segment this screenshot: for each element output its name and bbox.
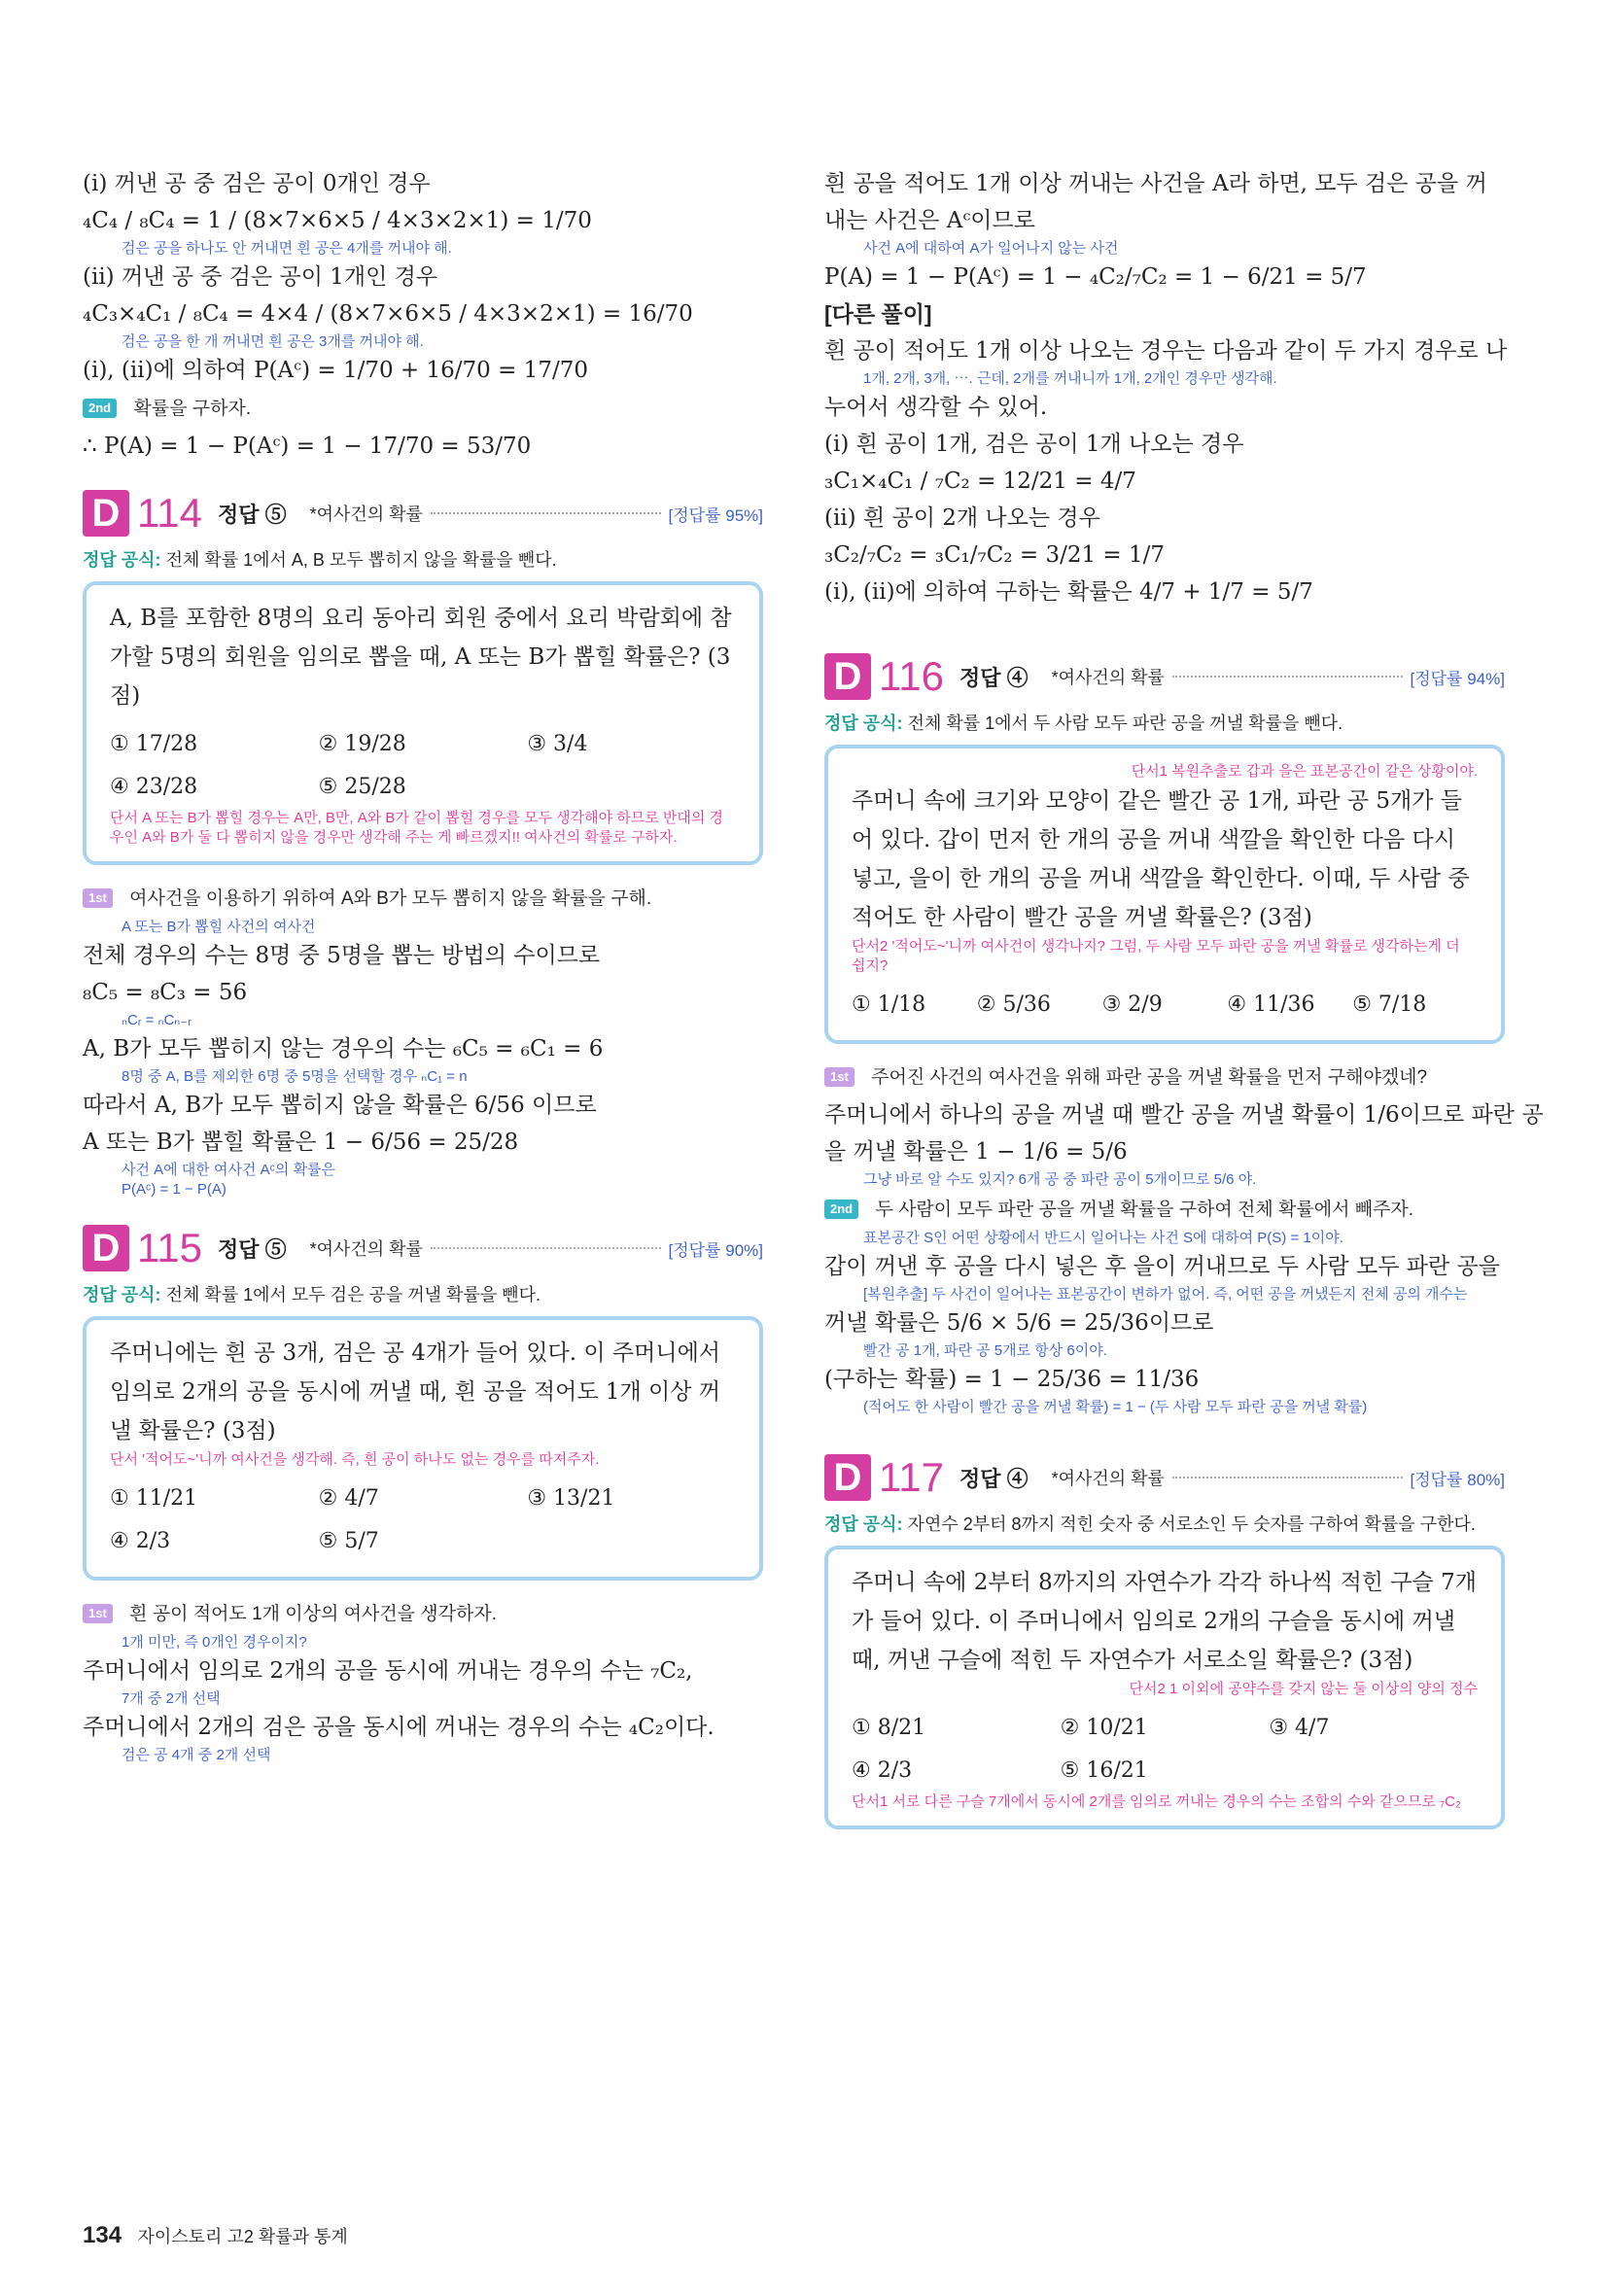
topic: *여사건의 확률 bbox=[1051, 1469, 1165, 1488]
step-2 bbox=[824, 1190, 1505, 1229]
hint-1: 단서1 복원추출로 갑과 을은 표본공간이 같은 상황이야. bbox=[1131, 763, 1478, 780]
solution-note: 사건 A에 대한 여사건 Aᶜ의 확률은 bbox=[122, 1162, 336, 1178]
topic: *여사건의 확률 bbox=[309, 1239, 423, 1259]
problem-number: 115 bbox=[137, 1225, 202, 1270]
answer: 정답 ④ bbox=[959, 665, 1029, 690]
step-text: 두 사람이 모두 파란 공을 꺼낼 확률을 구하여 전체 확률에서 빼주자. bbox=[875, 1200, 1414, 1220]
problem-114-header bbox=[83, 486, 763, 540]
solution-line: ₃C₂/₇C₂ = ₃C₁/₇C₂ = 3/21 = 1/7 bbox=[824, 542, 1165, 568]
problem-number: 117 bbox=[879, 1454, 944, 1500]
hint-1: 단서1 서로 다른 구슬 7개에서 동시에 2개를 임의로 꺼내는 경우의 수는 조합의 수와 같으므로 ₇C₂ bbox=[852, 1793, 1461, 1810]
answer: 정답 ④ bbox=[959, 1466, 1029, 1491]
complement-probability: (i), (ii)에 의하여 P(Aᶜ) = 1/70 + 16/70 = 17/70 bbox=[83, 358, 588, 383]
step-text: 확률을 구하자. bbox=[133, 399, 252, 419]
divider bbox=[1172, 1477, 1403, 1478]
case-i-formula: ₄C₄ / ₈C₄ = 1 / (8×7×6×5 / 4×3×2×1) = 1/70 bbox=[83, 208, 592, 233]
choices bbox=[110, 1478, 736, 1563]
solution-line: 흰 공을 적어도 1개 이상 꺼내는 사건을 A라 하면, 모두 검은 공을 꺼내는 사건은 Aᶜ이므로 bbox=[824, 171, 1487, 233]
solution-line: 을 꺼낼 확률은 1 − 1/6 = 5/6 bbox=[824, 1139, 1128, 1165]
choice-5: ⑤ 5/7 bbox=[318, 1529, 379, 1553]
correct-rate: [정답률 80%] bbox=[1410, 1470, 1505, 1489]
solution-line: 따라서 A, B가 모두 뽑히지 않을 확률은 6/56 이므로 bbox=[83, 1093, 597, 1118]
answer-formula bbox=[824, 710, 1505, 735]
solution-line: 전체 경우의 수는 8명 중 5명을 뽑는 방법의 수이므로 bbox=[83, 943, 601, 968]
case-ii-note: 검은 공을 한 개 꺼내면 흰 공은 3개를 꺼내야 해. bbox=[122, 333, 424, 350]
choices bbox=[852, 984, 1478, 1026]
intro-final: ∴ P(A) = 1 − P(Aᶜ) = 1 − 17/70 = 53/70 bbox=[83, 434, 532, 459]
step-badge: 1st bbox=[824, 1067, 854, 1087]
choice-4: ④ 2/3 bbox=[110, 1529, 171, 1553]
hint: 단서 '적어도~'니까 여사건을 생각해. 즉, 흰 공이 하나도 없는 경우를 따져주자. bbox=[110, 1451, 600, 1468]
problem-117-header bbox=[824, 1450, 1505, 1505]
solution-note: [복원추출] 두 사건이 일어나는 표본공간이 변하가 없어. 즉, 어떤 공을 꺼냈든지 전체 공의 개수는 bbox=[863, 1286, 1468, 1303]
solution-line: 갑이 꺼낸 후 공을 다시 넣은 후 을이 꺼내므로 두 사람 모두 파란 공을 bbox=[824, 1254, 1500, 1279]
choices bbox=[110, 723, 736, 809]
choice-2: ② 5/36 bbox=[976, 992, 1051, 1017]
correct-rate: [정답률 90%] bbox=[668, 1240, 763, 1260]
solution-line: (ii) 흰 공이 2개 나오는 경우 bbox=[824, 505, 1100, 531]
choice-4: ④ 11/36 bbox=[1227, 992, 1315, 1017]
problem-text: 주머니에는 흰 공 3개, 검은 공 4개가 들어 있다. 이 주머니에서 임의로 2개의 공을 동시에 꺼낼 때, 흰 공을 적어도 1개 이상 꺼낼 확률은? (3점) bbox=[110, 1340, 721, 1444]
hint: 단서 A 또는 B가 뽑힐 경우는 A만, B만, A와 B가 같이 뽑힐 경우를 모두 생각해야 하므로 반대의 경우인 A와 B가 둘 다 뽑히지 않을 경우만 생각해 주는 게 빠르겠지!! 여사건의 확률로 구하자. bbox=[110, 810, 724, 846]
formula-label: 정답 공식: bbox=[824, 1514, 903, 1534]
answer-formula bbox=[824, 1511, 1505, 1536]
solution-note: 검은 공 4개 중 2개 선택 bbox=[122, 1747, 271, 1763]
problem-117-box bbox=[824, 1546, 1505, 1829]
solution-line: (구하는 확률) = 1 − 25/36 = 11/36 bbox=[824, 1367, 1200, 1392]
divider bbox=[1172, 676, 1403, 678]
choice-1: ① 17/28 bbox=[110, 732, 198, 756]
choice-1: ① 1/18 bbox=[852, 992, 926, 1017]
problem-number: 114 bbox=[137, 490, 202, 536]
solution-line: 흰 공이 적어도 1개 이상 나오는 경우는 다음과 같이 두 가지 경우로 나 bbox=[824, 338, 1508, 364]
formula-label: 정답 공식: bbox=[824, 713, 903, 733]
page-number: 134 bbox=[83, 2222, 122, 2248]
step-1 bbox=[83, 1594, 763, 1633]
step-text: 흰 공이 적어도 1개 이상의 여사건을 생각하자. bbox=[129, 1604, 498, 1624]
solution-line: A 또는 B가 뽑힐 확률은 1 − 6/56 = 25/28 bbox=[83, 1130, 519, 1155]
solution-line: ₈C₅ = ₈C₃ = 56 bbox=[83, 980, 248, 1005]
correct-rate: [정답률 94%] bbox=[1410, 669, 1505, 688]
answer-formula bbox=[83, 1281, 763, 1306]
problem-116-header bbox=[824, 649, 1505, 704]
solution-line: 누어서 생각할 수 있어. bbox=[824, 395, 1048, 420]
choice-4: ④ 2/3 bbox=[852, 1758, 913, 1783]
page-footer bbox=[83, 2222, 348, 2249]
step-badge: 2nd bbox=[824, 1200, 858, 1219]
book-title: 자이스토리 고2 확률과 통계 bbox=[137, 2227, 348, 2246]
level-badge: D bbox=[83, 1225, 129, 1271]
choice-1: ① 8/21 bbox=[852, 1716, 926, 1740]
topic: *여사건의 확률 bbox=[309, 504, 423, 524]
solution-note: 1개 미만, 즉 0개인 경우이지? bbox=[122, 1634, 307, 1651]
correct-rate: [정답률 95%] bbox=[668, 505, 763, 525]
intro-block bbox=[83, 165, 763, 465]
solution-note: 표본공간 S인 어떤 상황에서 반드시 일어나는 사건 S에 대하여 P(S) = 1이야. bbox=[863, 1230, 1343, 1246]
solution-note: 1개, 2개, 3개, ⋯. 근데, 2개를 꺼내니까 1개, 2개인 경우만 생각해. bbox=[863, 370, 1277, 387]
solution-note: 그냥 바로 알 수도 있지? 6개 공 중 파란 공이 5개이므로 5/6 야. bbox=[863, 1171, 1257, 1188]
solution-note: 빨간 공 1개, 파란 공 5개로 항상 6이야. bbox=[863, 1342, 1107, 1359]
solution-line: ₃C₁×₄C₁ / ₇C₂ = 12/21 = 4/7 bbox=[824, 469, 1136, 494]
right-column bbox=[824, 165, 1544, 1843]
problem-116-box bbox=[824, 745, 1505, 1044]
step-1 bbox=[83, 879, 763, 918]
topic: *여사건의 확률 bbox=[1051, 668, 1165, 687]
choice-3: ③ 13/21 bbox=[527, 1486, 615, 1511]
hint-2: 단서2 '적어도~'니까 여사건이 생각나지? 그럼, 두 사람 모두 파란 공을 꺼낼 확률로 생각하는게 더 쉽지? bbox=[852, 938, 1460, 974]
problem-115-header bbox=[83, 1221, 763, 1275]
problem-115-box bbox=[83, 1316, 763, 1581]
problem-text: 주머니 속에 크기와 모양이 같은 빨간 공 1개, 파란 공 5개가 들어 있다. 갑이 먼저 한 개의 공을 꺼내 색깔을 확인한 다음 다시 넣고, 을이 한 개의 공을 꺼내 색깔을 확인한다. 이때, 두 사람 중 적어도 한 사람이 빨간 공을 꺼낼 확률은? (3점) bbox=[852, 788, 1470, 930]
choice-3: ③ 2/9 bbox=[1101, 992, 1163, 1017]
formula-label: 정답 공식: bbox=[83, 550, 161, 570]
hint-2: 단서2 1 이외에 공약수를 갖지 않는 둘 이상의 양의 정수 bbox=[1129, 1681, 1478, 1697]
case-ii-title: (ii) 꺼낸 공 중 검은 공이 1개인 경우 bbox=[83, 264, 438, 290]
solution-line: 주머니에서 하나의 공을 꺼낼 때 빨간 공을 꺼낼 확률이 1/6이므로 파란 공 bbox=[824, 1102, 1544, 1128]
solution-note: 7개 중 2개 선택 bbox=[122, 1690, 221, 1707]
formula-label: 정답 공식: bbox=[83, 1285, 161, 1305]
solution-line: 주머니에서 임의로 2개의 공을 동시에 꺼내는 경우의 수는 ₇C₂, bbox=[83, 1658, 693, 1684]
answer: 정답 ⑤ bbox=[217, 1236, 287, 1262]
case-ii-formula: ₄C₃×₄C₁ / ₈C₄ = 4×4 / (8×7×6×5 / 4×3×2×1) = 16/70 bbox=[83, 301, 693, 327]
p115-continuation bbox=[824, 165, 1508, 610]
left-column bbox=[83, 165, 763, 1765]
choice-5: ⑤ 25/28 bbox=[318, 775, 406, 799]
choice-2: ② 19/28 bbox=[318, 732, 406, 756]
solution-line: A, B가 모두 뽑히지 않는 경우의 수는 ₆C₅ = ₆C₁ = 6 bbox=[83, 1036, 604, 1061]
solution-line: P(A) = 1 − P(Aᶜ) = 1 − ₄C₂/₇C₂ = 1 − 6/21 = 5/7 bbox=[824, 264, 1367, 290]
solution-note: ₙCᵣ = ₙCₙ₋ᵣ bbox=[122, 1012, 192, 1028]
choices bbox=[852, 1707, 1478, 1792]
step-1 bbox=[824, 1058, 1505, 1096]
step-badge: 2nd bbox=[83, 399, 117, 418]
solution-note: (적어도 한 사람이 빨간 공을 꺼낼 확률) = 1 − (두 사람 모두 파란 공을 꺼낼 확률) bbox=[863, 1399, 1368, 1415]
step-1-note: A 또는 B가 뽑힐 사건의 여사건 bbox=[122, 919, 316, 935]
solution-line: (i) 흰 공이 1개, 검은 공이 1개 나오는 경우 bbox=[824, 432, 1244, 457]
solution-line: 꺼낼 확률은 5/6 × 5/6 = 25/36이므로 bbox=[824, 1310, 1214, 1336]
step-text: 주어진 사건의 여사건을 위해 파란 공을 꺼낼 확률을 먼저 구해야겠네? bbox=[871, 1067, 1428, 1088]
problem-114-box bbox=[83, 581, 763, 865]
problem-text: A, B를 포함한 8명의 요리 동아리 회원 중에서 요리 박람회에 참가할 5명의 회원을 임의로 뽑을 때, A 또는 B가 뽑힐 확률은? (3점) bbox=[110, 606, 732, 709]
choice-2: ② 10/21 bbox=[1060, 1716, 1148, 1740]
problem-text: 주머니 속에 2부터 8까지의 자연수가 각각 하나씩 적힌 구슬 7개가 들어 있다. 이 주머니에서 임의로 2개의 구슬을 동시에 꺼낼 때, 꺼낸 구슬에 적힌 두 자연수가 서로소일 확률은? (3점) bbox=[852, 1570, 1477, 1673]
intro-step-2 bbox=[83, 389, 763, 428]
choice-5: ⑤ 16/21 bbox=[1060, 1758, 1148, 1783]
step-badge: 1st bbox=[83, 1604, 113, 1623]
formula-text: 자연수 2부터 8까지 적힌 숫자 중 서로소인 두 숫자를 구하여 확률을 구한다. bbox=[907, 1514, 1476, 1534]
answer-formula bbox=[83, 546, 763, 572]
step-text: 여사건을 이용하기 위하여 A와 B가 모두 뽑히지 않을 확률을 구해. bbox=[129, 888, 652, 909]
solution-line: 주머니에서 2개의 검은 공을 동시에 꺼내는 경우의 수는 ₄C₂이다. bbox=[83, 1715, 715, 1740]
problem-number: 116 bbox=[879, 653, 944, 699]
formula-text: 전체 확률 1에서 모두 검은 공을 꺼낼 확률을 뺀다. bbox=[165, 1285, 540, 1305]
level-badge: D bbox=[824, 653, 871, 700]
divider bbox=[431, 1247, 661, 1249]
choice-1: ① 11/21 bbox=[110, 1486, 198, 1511]
level-badge: D bbox=[824, 1454, 871, 1501]
choice-3: ③ 3/4 bbox=[527, 732, 588, 756]
solution-note: 사건 A에 대하여 A가 일어나지 않는 사건 bbox=[863, 240, 1119, 257]
case-i-title: (i) 꺼낸 공 중 검은 공이 0개인 경우 bbox=[83, 171, 431, 196]
formula-text: 전체 확률 1에서 두 사람 모두 파란 공을 꺼낼 확률을 뺀다. bbox=[907, 713, 1343, 733]
answer: 정답 ⑤ bbox=[217, 502, 287, 527]
case-i-note: 검은 공을 하나도 안 꺼내면 흰 공은 4개를 꺼내야 해. bbox=[122, 240, 452, 257]
choice-5: ⑤ 7/18 bbox=[1352, 992, 1427, 1017]
solution-note: P(Aᶜ) = 1 − P(A) bbox=[122, 1181, 227, 1198]
choice-2: ② 4/7 bbox=[318, 1486, 379, 1511]
divider bbox=[431, 512, 661, 514]
formula-text: 전체 확률 1에서 A, B 모두 뽑히지 않을 확률을 뺀다. bbox=[165, 550, 557, 570]
solution-note: 8명 중 A, B를 제외한 6명 중 5명을 선택할 경우 ₙC₁ = n bbox=[122, 1068, 468, 1085]
choice-3: ③ 4/7 bbox=[1269, 1716, 1330, 1740]
level-badge: D bbox=[83, 490, 129, 537]
solution-line: (i), (ii)에 의하여 구하는 확률은 4/7 + 1/7 = 5/7 bbox=[824, 579, 1313, 605]
choice-4: ④ 23/28 bbox=[110, 775, 198, 799]
alt-solution-title: [다른 풀이] bbox=[824, 301, 932, 327]
step-badge: 1st bbox=[83, 888, 113, 908]
